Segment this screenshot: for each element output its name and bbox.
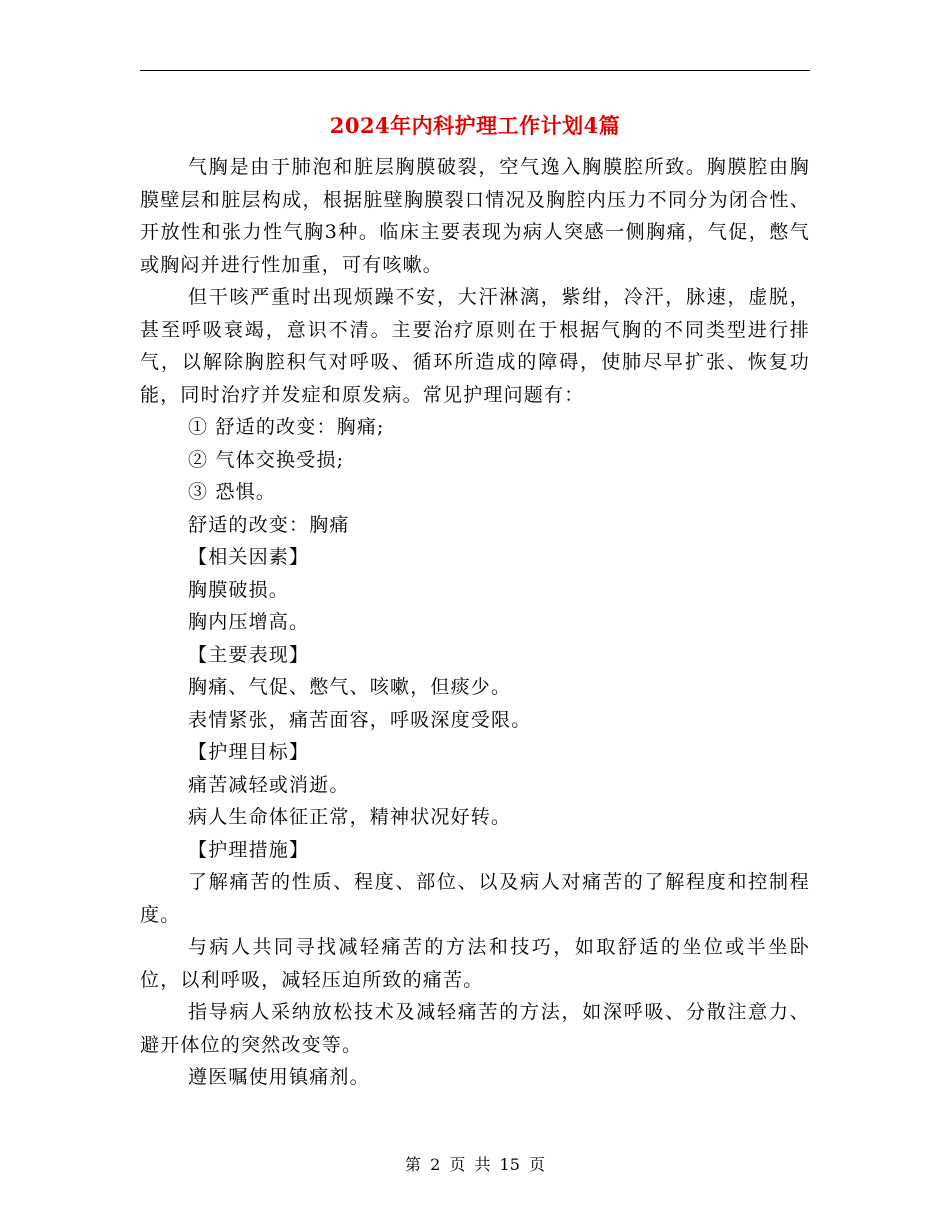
- section-heading: 【护理目标】: [188, 741, 310, 763]
- section-heading: 【主要表现】: [188, 643, 310, 666]
- section-heading: 【相关因素】: [188, 546, 310, 568]
- document-body: [140, 151, 810, 1094]
- text-line: 病人生命体征正常，精神状况好转。: [188, 806, 512, 828]
- paragraph: 了解痛苦的性质、程度、部位、以及病人对痛苦的了解程度和控制程度。: [140, 871, 810, 926]
- paragraph: 但干咳严重时出现烦躁不安，大汗淋漓，紫绀，冷汗，脉速，虚脱，甚至呼吸衰竭，意识不清。主要治疗原则在于根据气胸的不同类型进行排气，以解除胸腔积气对呼吸、循环所造成的障碍，使肺尽早扩张、恢复功能，同时治疗并发症和原发病。常见护理问题有：: [140, 286, 810, 406]
- paragraph: 气胸是由于肺泡和脏层胸膜破裂，空气逸入胸膜腔所致。胸膜腔由胸膜壁层和脏层构成，根据脏壁胸膜裂口情况及胸腔内压力不同分为闭合性、开放性和张力性气胸3种。临床主要表现为病人突感一侧胸痛，气促，憋气或胸闷并进行性加重，可有咳嗽。: [140, 156, 810, 276]
- list-item: ② 气体交换受损;: [188, 448, 345, 471]
- list-item: ③ 恐惧。: [188, 481, 277, 503]
- paragraph: 与病人共同寻找减轻痛苦的方法和技巧，如取舒适的坐位或半坐卧位，以利呼吸，减轻压迫所致的痛苦。: [140, 936, 810, 991]
- text-line: 胸膜破损。: [188, 578, 290, 601]
- header-rule: [140, 70, 810, 71]
- text-line: 痛苦减轻或消逝。: [188, 773, 350, 796]
- text-line: 胸痛、气促、憋气、咳嗽，但痰少。: [188, 676, 512, 698]
- section-subtitle: 舒适的改变：胸痛: [188, 513, 350, 536]
- paragraph: 指导病人采纳放松技术及减轻痛苦的方法，如深呼吸、分散注意力、避开体位的突然改变等。: [140, 1001, 810, 1056]
- text-line: 遵医嘱使用镇痛剂。: [188, 1066, 370, 1088]
- text-line: 胸内压增高。: [188, 611, 310, 633]
- page-number: 第 2 页 共 15 页: [405, 1155, 545, 1174]
- text-line: 表情紧张，痛苦面容，呼吸深度受限。: [188, 708, 532, 731]
- document-title: 2024年内科护理工作计划4篇: [329, 113, 621, 138]
- section-heading: 【护理措施】: [188, 838, 310, 861]
- list-item: ① 舒适的改变：胸痛;: [188, 416, 385, 438]
